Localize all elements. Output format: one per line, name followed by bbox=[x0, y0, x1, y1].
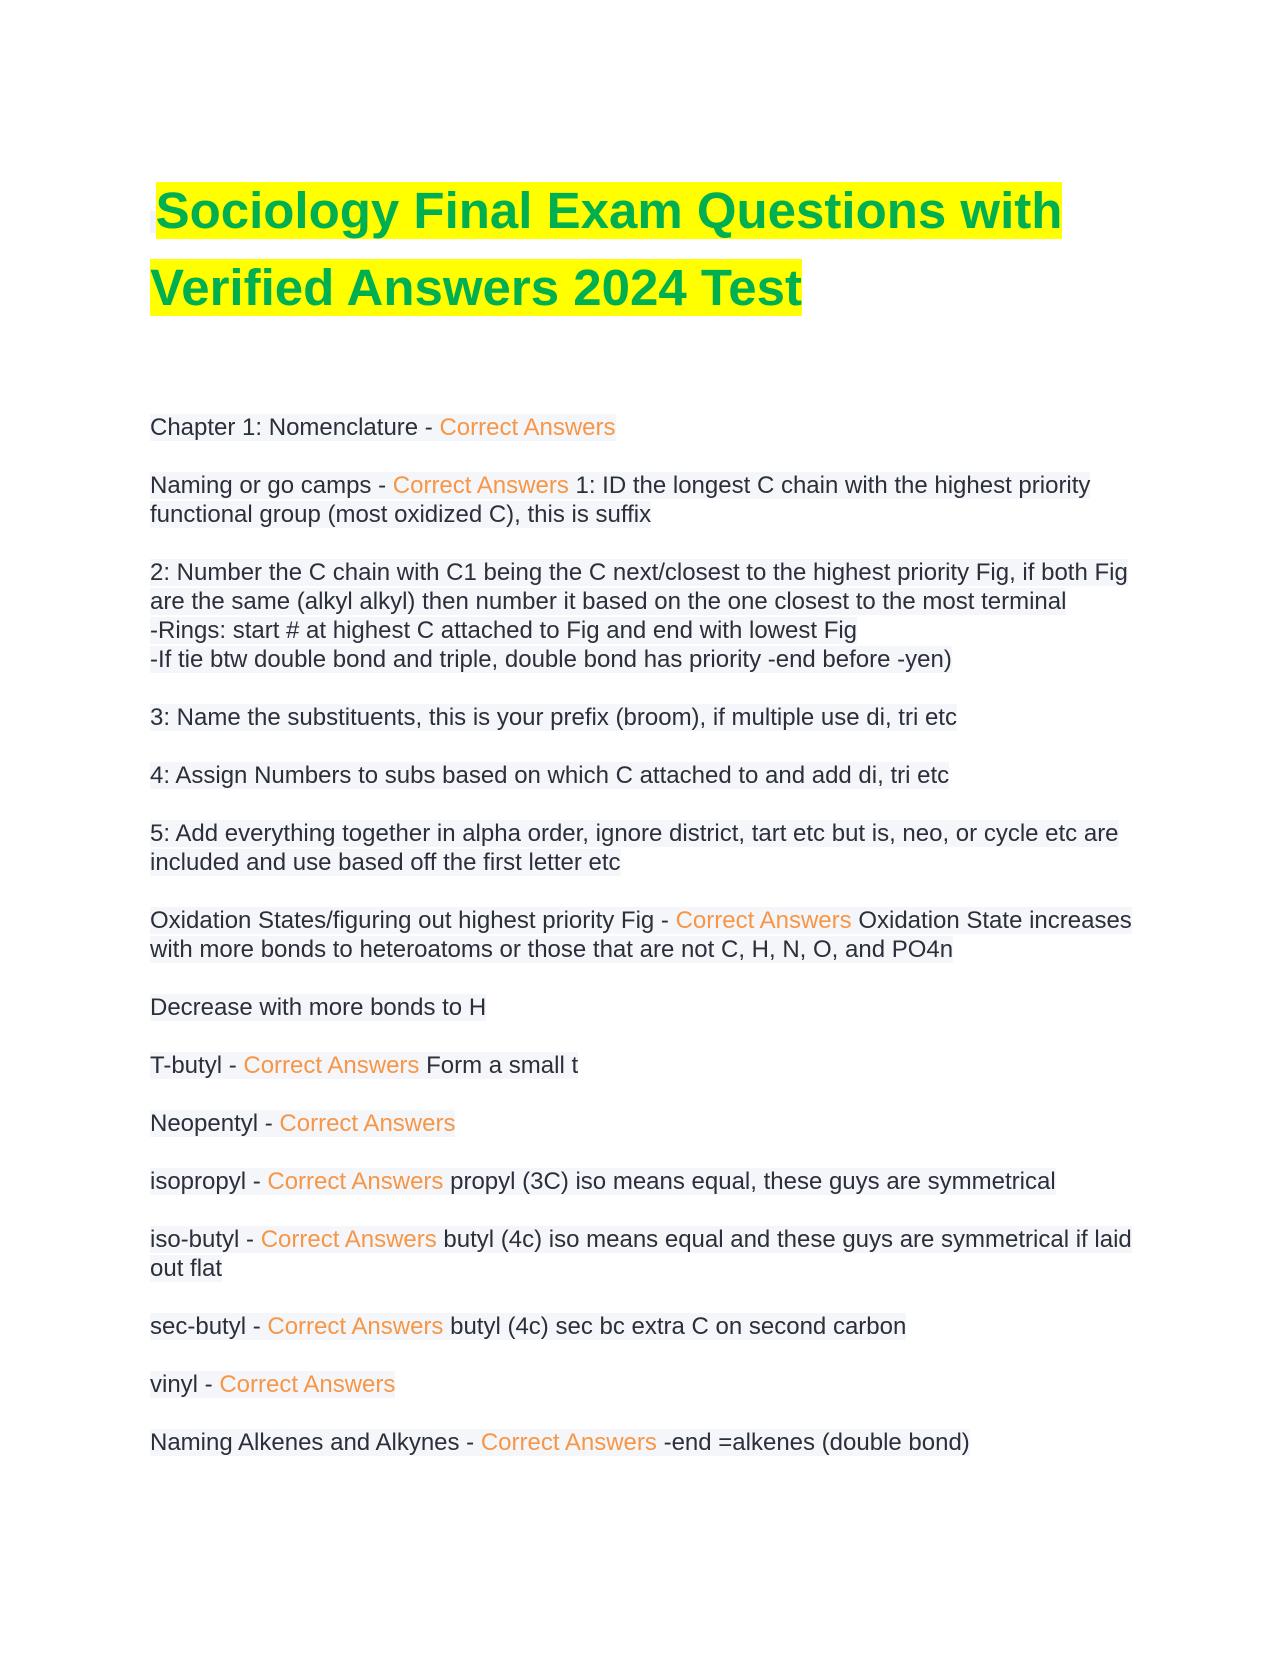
step-2-text: 2: Number the C chain with C1 being the C next/closest to the highest priority Fig, if both Fig are the same (alkyl alkyl) then number it based on the one closest to the most terminal bbox=[150, 559, 1128, 615]
correct-answers-label: Correct Answers bbox=[219, 1371, 396, 1398]
qa-entry bbox=[150, 906, 1140, 964]
correct-answers-label: Correct Answers bbox=[480, 1429, 657, 1456]
correct-answers-label: Correct Answers bbox=[392, 472, 569, 499]
entry-term: vinyl - bbox=[150, 1371, 220, 1398]
title-leading-space bbox=[150, 211, 156, 233]
entry-text: Oxidation State increases with more bonds to heteroatoms or those that are not C, H, N, O, and PO4n bbox=[150, 907, 1132, 963]
title-line-1: Sociology Final Exam Questions with bbox=[155, 182, 1063, 239]
qa-entry bbox=[150, 1225, 1140, 1283]
step-paragraph bbox=[150, 761, 1140, 790]
document-title bbox=[150, 178, 1140, 321]
decrease-note: Decrease with more bonds to H bbox=[150, 994, 487, 1021]
entry-text: -end =alkenes (double bond) bbox=[656, 1429, 970, 1456]
rings-note: -Rings: start # at highest C attached to Fig and end with lowest Fig bbox=[150, 617, 858, 644]
entry-term: T-butyl - bbox=[150, 1052, 244, 1079]
entry-term: Oxidation States/figuring out highest priority Fig - bbox=[150, 907, 676, 934]
document-content bbox=[150, 413, 1140, 1457]
document-page bbox=[150, 178, 1140, 1486]
step-5-text: 5: Add everything together in alpha order, ignore district, tart etc but is, neo, or cycle etc are included and use based off the first letter etc bbox=[150, 820, 1119, 876]
correct-answers-label: Correct Answers bbox=[279, 1110, 456, 1137]
entry-term: Naming or go camps - bbox=[150, 472, 393, 499]
correct-answers-label: Correct Answers bbox=[439, 414, 616, 441]
entry-term: Neopentyl - bbox=[150, 1110, 280, 1137]
correct-answers-label: Correct Answers bbox=[267, 1313, 444, 1340]
tie-note: -If tie btw double bond and triple, double bond has priority -end before -yen) bbox=[150, 646, 952, 673]
correct-answers-label: Correct Answers bbox=[243, 1052, 420, 1079]
entry-term: iso-butyl - bbox=[150, 1226, 261, 1253]
step-4-text: 4: Assign Numbers to subs based on which C attached to and add di, tri etc bbox=[150, 762, 950, 789]
note-paragraph bbox=[150, 993, 1140, 1022]
qa-entry bbox=[150, 1312, 1140, 1341]
qa-entry bbox=[150, 1167, 1140, 1196]
entry-text: butyl (4c) iso means equal and these guys are symmetrical if laid out flat bbox=[150, 1226, 1132, 1282]
qa-entry bbox=[150, 413, 1140, 442]
entry-text: 1: ID the longest C chain with the highest priority functional group (most oxidized C), this is suffix bbox=[150, 472, 1091, 528]
title-line-2: Verified Answers 2024 Test bbox=[150, 259, 802, 316]
qa-entry bbox=[150, 1428, 1140, 1457]
step-paragraph bbox=[150, 819, 1140, 877]
correct-answers-label: Correct Answers bbox=[260, 1226, 437, 1253]
step-paragraph bbox=[150, 703, 1140, 732]
entry-text: propyl (3C) iso means equal, these guys are symmetrical bbox=[443, 1168, 1056, 1195]
entry-term: sec-butyl - bbox=[150, 1313, 268, 1340]
correct-answers-label: Correct Answers bbox=[267, 1168, 444, 1195]
entry-text: butyl (4c) sec bc extra C on second carbon bbox=[443, 1313, 907, 1340]
step-3-text: 3: Name the substituents, this is your prefix (broom), if multiple use di, tri etc bbox=[150, 704, 957, 731]
qa-entry bbox=[150, 471, 1140, 529]
entry-term: isopropyl - bbox=[150, 1168, 268, 1195]
qa-entry bbox=[150, 1051, 1140, 1080]
qa-entry bbox=[150, 1370, 1140, 1399]
entry-term: Naming Alkenes and Alkynes - bbox=[150, 1429, 481, 1456]
entry-term: Chapter 1: Nomenclature - bbox=[150, 414, 440, 441]
step-paragraph bbox=[150, 558, 1140, 674]
qa-entry bbox=[150, 1109, 1140, 1138]
entry-text: Form a small t bbox=[419, 1052, 579, 1079]
correct-answers-label: Correct Answers bbox=[675, 907, 852, 934]
